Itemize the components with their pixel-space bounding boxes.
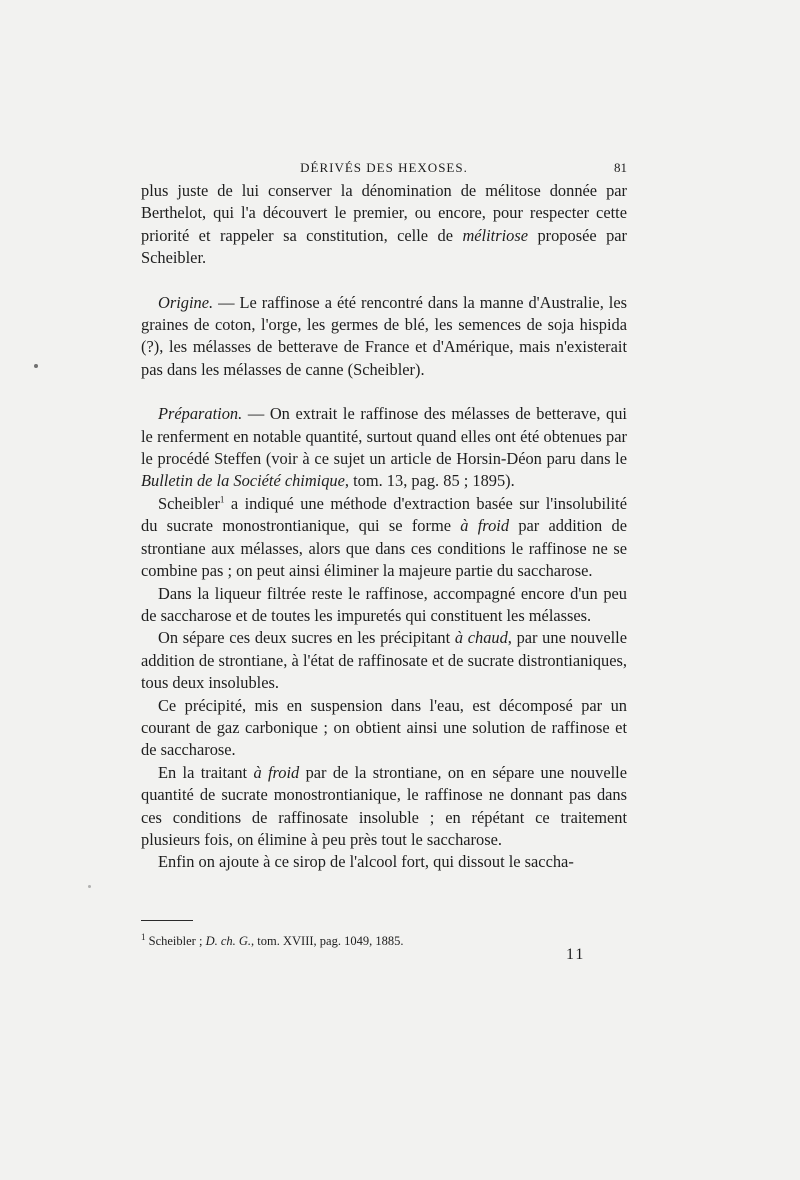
origine-label: Origine. (158, 292, 214, 312)
paragraph-continuation (141, 180, 627, 270)
p8-b: par de la strontiane, on en sépare une nouvelle quantité de sucrate monostrontianique, le raffinose ne donnant pas dans ces conditions de raffinosate insoluble ; en répétant ce traitement plusieurs fois, on élimine à peu près tout le saccharose. (141, 762, 627, 849)
p4-start: Scheibler (158, 493, 220, 513)
preparation-tail: , tom. 13, pag. 85 ; 1895). (344, 471, 515, 491)
p8-italic: à froid (253, 762, 300, 782)
paragraph-precipite: Ce précipité, mis en suspension dans l'eau, est décomposé par un courant de gaz carbonique ; on obtient ainsi une solution de raffinose et de saccharose. (141, 695, 627, 760)
p4-b: par addition de strontiane aux mélasses, alors que dans ces conditions le raffinose ne se combine pas ; on peut ainsi éliminer la majeure partie du saccharose. (141, 516, 627, 581)
paragraph-origine (141, 292, 627, 382)
footnote (141, 933, 627, 949)
origine-text: — Le raffinose a été rencontré dans la manne d'Australie, les graines de coton, l'orge, les germes de blé, les semences de soja hispida (?), les mélasses de betterave de France et d'Amérique, mais n'existerait pas dans les mélasses de canne (Scheibler). (141, 292, 627, 379)
paragraph-liqueur: Dans la liqueur filtrée reste le raffinose, accompagné encore d'un peu de saccharose et de toutes les impuretés qui constituent les mélasses. (141, 583, 627, 625)
footnote-details: , tom. XVIII, pag. 1049, 1885. (251, 934, 404, 948)
p6-b: , par une nouvelle addition de strontiane, à l'état de raffinosate et de sucrate distrontianiques, tous deux insolubles. (141, 628, 627, 693)
footnote-reference[interactable]: 1 (219, 494, 225, 505)
paragraph-scheibler (141, 493, 627, 583)
p6-a: On sépare ces deux sucres en les précipitant (158, 628, 451, 648)
paragraph-separation (141, 627, 627, 694)
footnote-journal: D. ch. G. (205, 934, 252, 948)
paragraph-enfin: Enfin on ajoute à ce sirop de l'alcool fort, qui dissout le saccha- (158, 852, 574, 872)
paragraph-preparation (141, 403, 627, 493)
p8-a: En la traitant (158, 762, 248, 782)
footnote-divider (141, 920, 193, 921)
running-head (141, 158, 627, 180)
preparation-label: Préparation. (158, 404, 243, 424)
footnote-marker: 1 (141, 931, 146, 942)
page-number: 81 (614, 160, 627, 175)
p6-italic: à chaud (454, 628, 508, 648)
margin-speck-mark (34, 364, 38, 368)
p1-text: plus juste de lui conserver la dénomination de mélitose donnée par Berthelot, qui l'a découvert le premier, ou encore, pour respecter cette priorité et rappeler sa constitution, celle de (141, 181, 627, 245)
preparation-text: — On extrait le raffinose des mélasses de betterave, qui le renferment en notable quantité, surtout quand elles ont été obtenues par le procédé Steffen (voir à ce sujet un article de Horsin-Déon paru dans le (141, 404, 627, 469)
preparation-italic: Bulletin de la Société chimique (141, 471, 345, 491)
p4-a: a indiqué une méthode d'extraction basée sur l'insolubilité du sucrate monostrontianique, qui se forme (141, 493, 627, 536)
margin-speck-mark (88, 885, 91, 888)
body-text (141, 180, 627, 874)
running-title: DÉRIVÉS DES HEXOSES. (300, 160, 468, 175)
signature-mark: 11 (566, 946, 586, 963)
p4-italic: à froid (460, 516, 510, 536)
p1-tail: proposée par Scheibler. (141, 225, 627, 268)
footnote-author: Scheibler ; (148, 934, 203, 948)
p1-italic: mélitriose (462, 225, 528, 245)
paragraph-traitement (141, 762, 627, 852)
